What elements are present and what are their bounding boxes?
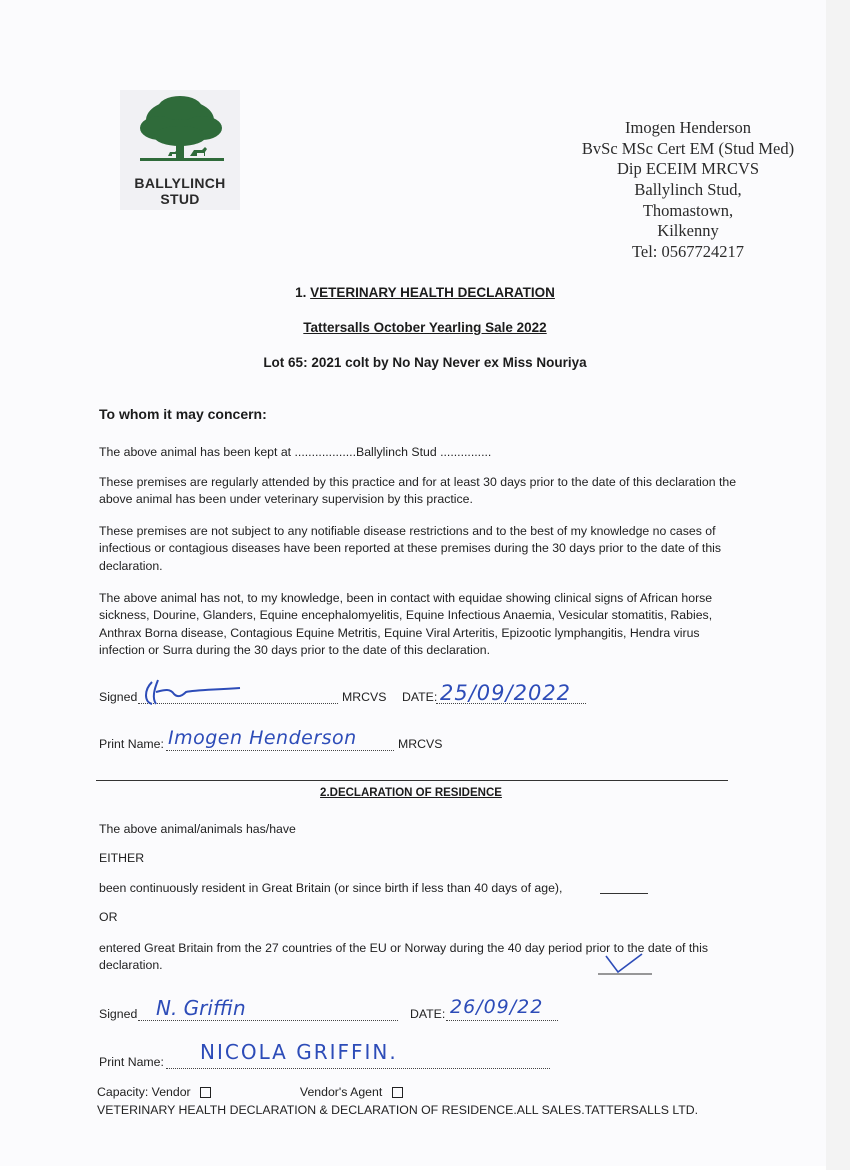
section-divider	[96, 780, 728, 781]
section1-title: VETERINARY HEALTH DECLARATION	[310, 285, 555, 300]
vendor-print-value: NICOLA GRIFFIN.	[200, 1040, 398, 1064]
vet-name: Imogen Henderson	[624, 118, 751, 137]
vendor-signed-label: Signed	[99, 1007, 138, 1021]
vet-diploma: Dip ECEIM MRCVS	[616, 159, 760, 178]
vet-signed-label: Signed	[99, 690, 138, 704]
vet-signature	[140, 676, 250, 708]
kept-at-line	[99, 444, 739, 461]
option1-mark-line	[600, 893, 648, 894]
section1-number: 1.	[295, 285, 307, 300]
vet-print-line	[166, 750, 394, 751]
residence-intro: The above animal/animals has/have	[99, 822, 296, 836]
tree-icon	[120, 90, 240, 175]
capacity-vendor-label: Capacity: Vendor	[97, 1085, 191, 1099]
paragraph-restrictions: These premises are not subject to any notifiable disease restrictions and to the best of my knowledge no cases of infectious or contagious diseases have been reported at these premises during the 30 days prior to the date of this declaration.	[99, 524, 722, 573]
vet-print-label: Print Name:	[99, 737, 164, 751]
vendor-date-line	[446, 1020, 558, 1021]
vet-print-value: Imogen Henderson	[168, 727, 357, 749]
vet-address-line3: Kilkenny	[657, 221, 719, 240]
section2-title: 2.DECLARATION OF RESIDENCE	[320, 787, 502, 799]
vendor-date-label: DATE:	[410, 1007, 446, 1021]
residence-option2: entered Great Britain from the 27 countries of the EU or Norway during the 40 day period prior to the date of this declaration.	[99, 941, 709, 973]
scan-edge	[826, 0, 850, 1170]
vet-mrcvs-label: MRCVS	[342, 690, 387, 704]
logo-text-line1: BALLYLINCH	[134, 175, 226, 191]
vendor-checkbox[interactable]	[200, 1087, 211, 1098]
greeting: To whom it may concern:	[99, 406, 267, 422]
residence-option1: been continuously resident in Great Britain (or since birth if less than 40 days of age),	[99, 881, 563, 895]
lot-title: Lot 65: 2021 colt by No Nay Never ex Miss Nouriya	[263, 355, 587, 370]
paragraph-supervision: These premises are regularly attended by this practice and for at least 30 days prior to the date of this declaration the above animal has been under veterinary supervision by this practice.	[99, 475, 737, 507]
footer-text: VETERINARY HEALTH DECLARATION & DECLARATION OF RESIDENCE.ALL SALES.TATTERSALLS LTD.	[97, 1103, 699, 1117]
kept-place: Ballylinch Stud	[356, 445, 437, 459]
residence-or: OR	[99, 910, 118, 924]
vendor-signature: N. Griffin	[156, 996, 246, 1020]
vendor-agent-label: Vendor's Agent	[299, 1085, 383, 1099]
vet-print-mrcvs: MRCVS	[398, 737, 443, 751]
paragraph-diseases: The above animal has not, to my knowledge, been in contact with equidae showing clinical signs of African horse sickness, Dourine, Glanders, Equine encephalomyelitis, Equine Infectious Anaemia, Vesicular stomatitis, Rabies, Anthrax Borna disease, Contagious Equine Metritis, Equine Viral Arteritis, Epizootic lymphangitis, Hendra virus infection or Surra during the 30 days prior to the date of this declaration.	[99, 591, 713, 657]
kept-dots-1: ..................	[294, 445, 357, 459]
vet-telephone: Tel: 0567724217	[631, 242, 745, 261]
vet-address-line1: Ballylinch Stud,	[634, 180, 742, 199]
vet-date-value: 25/09/2022	[440, 681, 572, 705]
kept-prefix: The above animal has been kept at	[99, 445, 295, 459]
sale-title: Tattersalls October Yearling Sale 2022	[303, 320, 547, 335]
vet-address-line2: Thomastown,	[642, 201, 734, 220]
vendor-print-label: Print Name:	[99, 1055, 164, 1069]
vendor-signature-line	[138, 1020, 398, 1021]
logo-text-line2: STUD	[160, 191, 200, 207]
kept-dots-2: ...............	[436, 445, 492, 459]
vendor-print-line	[166, 1068, 550, 1069]
vendor-date-value: 26/09/22	[450, 996, 544, 1018]
option2-tick-mark	[596, 950, 656, 978]
section1-heading	[0, 285, 850, 300]
residence-either: EITHER	[99, 851, 145, 865]
vet-qualifications: BvSc MSc Cert EM (Stud Med)	[581, 139, 795, 158]
vet-date-label: DATE:	[402, 690, 438, 704]
capacity-row	[97, 1085, 403, 1099]
vendor-agent-checkbox[interactable]	[392, 1087, 403, 1098]
